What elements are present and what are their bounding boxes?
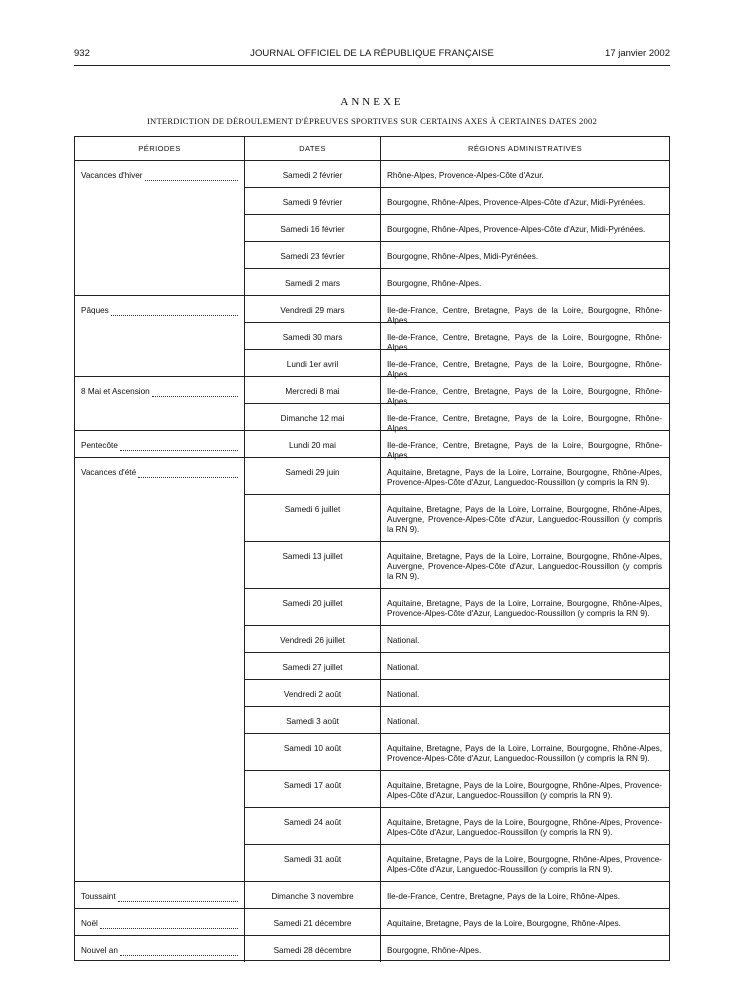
leader-dots (145, 171, 239, 181)
regions-cell: Bourgogne, Rhône-Alpes, Provence-Alpes-Côte d'Azur, Midi-Pyrénées. (387, 225, 646, 234)
period-rows (245, 909, 669, 935)
regions-cell: Bourgogne, Rhône-Alpes, Midi-Pyrénées. (387, 252, 539, 261)
regions-cell: Ile-de-France, Centre, Bretagne, Pays de la Loire, Bourgogne, Rhône-Alpes. (387, 360, 662, 379)
table-row (245, 771, 669, 808)
leader-dots (111, 306, 238, 316)
regions-cell: Aquitaine, Bretagne, Pays de la Loire, Lorraine, Bourgogne, Rhône-Alpes, Auvergne, Provence-Alpes-Côte d'Azur, Languedoc-Roussillon (y compris la RN 9). (387, 552, 662, 581)
period-cell (75, 882, 245, 908)
period-label: Vacances d'été (81, 468, 137, 477)
date-cell: Samedi 31 août (245, 845, 381, 881)
annexe-title: ANNEXE (340, 96, 404, 108)
leader-dots (118, 892, 238, 902)
column-header-regions: RÉGIONS ADMINISTRATIVES (467, 144, 583, 153)
date-cell: Samedi 23 février (245, 242, 381, 268)
period-group (75, 882, 669, 909)
table-row (245, 161, 669, 188)
column-header-periods: PÉRIODES (75, 137, 245, 160)
date-cell: Vendredi 26 juillet (245, 626, 381, 652)
date-cell: Samedi 28 décembre (245, 936, 381, 962)
table-row (245, 845, 669, 881)
period-cell (75, 936, 245, 962)
regions-cell: Aquitaine, Bretagne, Pays de la Loire, Lorraine, Bourgogne, Rhône-Alpes, Auvergne, Provence-Alpes-Côte d'Azur, Languedoc-Roussillon (y compris la RN 9). (387, 505, 662, 534)
regions-cell: Aquitaine, Bretagne, Pays de la Loire, Bourgogne, Rhône-Alpes, Provence-Alpes-Côte d'Azur, Languedoc-Roussillon (y compris la RN 9). (387, 781, 662, 800)
regions-cell: Ile-de-France, Centre, Bretagne, Pays de la Loire, Bourgogne, Rhône-Alpes. (387, 414, 662, 433)
date-cell: Samedi 2 mars (245, 269, 381, 295)
table-row (245, 296, 669, 323)
schedule-table (74, 136, 670, 961)
period-label: 8 Mai et Ascension (81, 387, 150, 396)
regions-cell: Ile-de-France, Centre, Bretagne, Pays de la Loire, Bourgogne, Rhône-Alpes. (387, 333, 662, 352)
leader-dots (152, 387, 238, 397)
date-cell: Samedi 21 décembre (245, 909, 381, 935)
regions-cell: Aquitaine, Bretagne, Pays de la Loire, Lorraine, Bourgogne, Rhône-Alpes, Provence-Alpes-Côte d'Azur, Languedoc-Roussillon (y compris la RN 9). (387, 599, 662, 618)
regions-cell: National. (387, 663, 420, 672)
period-cell (75, 296, 245, 376)
regions-cell: Aquitaine, Bretagne, Pays de la Loire, Bourgogne, Rhône-Alpes. (387, 919, 621, 928)
table-row (245, 269, 669, 295)
date-cell: Samedi 29 juin (245, 458, 381, 494)
date-cell: Samedi 2 février (245, 161, 381, 187)
table-row (245, 404, 669, 433)
regions-cell: Bourgogne, Rhône-Alpes. (387, 279, 482, 288)
table-row (245, 495, 669, 542)
period-rows (245, 296, 669, 379)
regions-cell: Ile-de-France, Centre, Bretagne, Pays de la Loire, Bourgogne, Rhône-Alpes. (387, 306, 662, 325)
date-cell: Samedi 24 août (245, 808, 381, 844)
period-rows (245, 936, 669, 962)
table-row (245, 626, 669, 653)
leader-dots (120, 946, 238, 956)
date-cell: Vendredi 2 août (245, 680, 381, 706)
table-row (245, 734, 669, 771)
regions-cell: Aquitaine, Bretagne, Pays de la Loire, Lorraine, Bourgogne, Rhône-Alpes, Provence-Alpes-Côte d'Azur, Languedoc-Roussillon (y compris la RN 9). (387, 468, 662, 487)
period-cell (75, 377, 245, 430)
document-subtitle: INTERDICTION DE DÉROULEMENT D'ÉPREUVES SPORTIVES SUR CERTAINS AXES À CERTAINES DATES 2002 (146, 116, 598, 126)
table-header (75, 137, 669, 161)
table-row (245, 680, 669, 707)
period-rows (245, 161, 669, 295)
period-label: Nouvel an (81, 946, 118, 955)
date-cell: Samedi 27 juillet (245, 653, 381, 679)
table-row (245, 215, 669, 242)
table-row (245, 242, 669, 269)
regions-cell: National. (387, 690, 420, 699)
regions-cell: Rhône-Alpes, Provence-Alpes-Côte d'Azur. (387, 171, 544, 180)
regions-cell: Ile-de-France, Centre, Bretagne, Pays de la Loire, Bourgogne, Rhône-Alpes. (387, 441, 662, 460)
period-cell (75, 909, 245, 935)
period-group (75, 296, 669, 377)
period-label: Pâques (81, 306, 109, 315)
period-cell (75, 431, 245, 457)
header-rule (74, 65, 670, 66)
period-rows (245, 377, 669, 433)
date-cell: Dimanche 12 mai (245, 404, 381, 430)
regions-cell: Aquitaine, Bretagne, Pays de la Loire, Bourgogne, Rhône-Alpes, Provence-Alpes-Côte d'Azur, Languedoc-Roussillon (y compris la RN 9). (387, 818, 662, 837)
table-row (245, 936, 669, 962)
date-cell: Samedi 10 août (245, 734, 381, 770)
period-group (75, 161, 669, 296)
period-cell (75, 161, 245, 295)
regions-cell: Aquitaine, Bretagne, Pays de la Loire, Lorraine, Bourgogne, Rhône-Alpes, Provence-Alpes-Côte d'Azur, Languedoc-Roussillon (y compris la RN 9). (387, 744, 662, 763)
regions-cell: National. (387, 636, 420, 645)
date-cell: Samedi 9 février (245, 188, 381, 214)
period-label: Noël (81, 919, 98, 928)
period-group (75, 377, 669, 431)
table-row (245, 458, 669, 495)
period-label: Pentecôte (81, 441, 118, 450)
publication-date: 17 janvier 2002 (605, 48, 670, 59)
table-row (245, 707, 669, 734)
regions-cell: Ile-de-France, Centre, Bretagne, Pays de la Loire, Bourgogne, Rhône-Alpes. (387, 387, 662, 406)
column-header-dates: DATES (245, 137, 381, 160)
leader-dots (138, 468, 238, 478)
date-cell: Samedi 20 juillet (245, 589, 381, 625)
period-rows (245, 882, 669, 908)
date-cell: Samedi 30 mars (245, 323, 381, 349)
period-label: Toussaint (81, 892, 116, 901)
date-cell: Vendredi 29 mars (245, 296, 381, 322)
date-cell: Samedi 17 août (245, 771, 381, 807)
page-number: 932 (74, 48, 90, 59)
table-row (245, 589, 669, 626)
table-row (245, 188, 669, 215)
date-cell: Samedi 13 juillet (245, 542, 381, 588)
regions-cell: National. (387, 717, 420, 726)
table-row (245, 377, 669, 404)
period-cell (75, 458, 245, 881)
date-cell: Dimanche 3 novembre (245, 882, 381, 908)
leader-dots (120, 441, 238, 451)
period-group (75, 458, 669, 882)
date-cell: Samedi 6 juillet (245, 495, 381, 541)
table-row (245, 882, 669, 908)
date-cell: Samedi 16 février (245, 215, 381, 241)
period-group (75, 431, 669, 458)
period-group (75, 936, 669, 962)
table-row (245, 350, 669, 379)
table-row (245, 808, 669, 845)
period-rows (245, 458, 669, 881)
page-header (74, 46, 670, 64)
date-cell: Lundi 1er avril (245, 350, 381, 376)
table-row (245, 909, 669, 935)
regions-cell: Aquitaine, Bretagne, Pays de la Loire, Bourgogne, Rhône-Alpes, Provence-Alpes-Côte d'Azur, Languedoc-Roussillon (y compris la RN 9). (387, 855, 662, 874)
period-label: Vacances d'hiver (81, 171, 143, 180)
period-rows (245, 431, 669, 460)
date-cell: Lundi 20 mai (245, 431, 381, 457)
regions-cell: Bourgogne, Rhône-Alpes, Provence-Alpes-Côte d'Azur, Midi-Pyrénées. (387, 198, 646, 207)
regions-cell: Bourgogne, Rhône-Alpes. (387, 946, 482, 955)
table-row (245, 323, 669, 350)
journal-title: JOURNAL OFFICIEL DE LA RÉPUBLIQUE FRANÇAISE (250, 48, 494, 59)
regions-cell: Ile-de-France, Centre, Bretagne, Pays de la Loire, Rhône-Alpes. (387, 892, 621, 901)
date-cell: Mercredi 8 mai (245, 377, 381, 403)
table-row (245, 431, 669, 460)
leader-dots (100, 919, 238, 929)
table-row (245, 542, 669, 589)
table-row (245, 653, 669, 680)
date-cell: Samedi 3 août (245, 707, 381, 733)
table-body (75, 161, 669, 962)
period-group (75, 909, 669, 936)
